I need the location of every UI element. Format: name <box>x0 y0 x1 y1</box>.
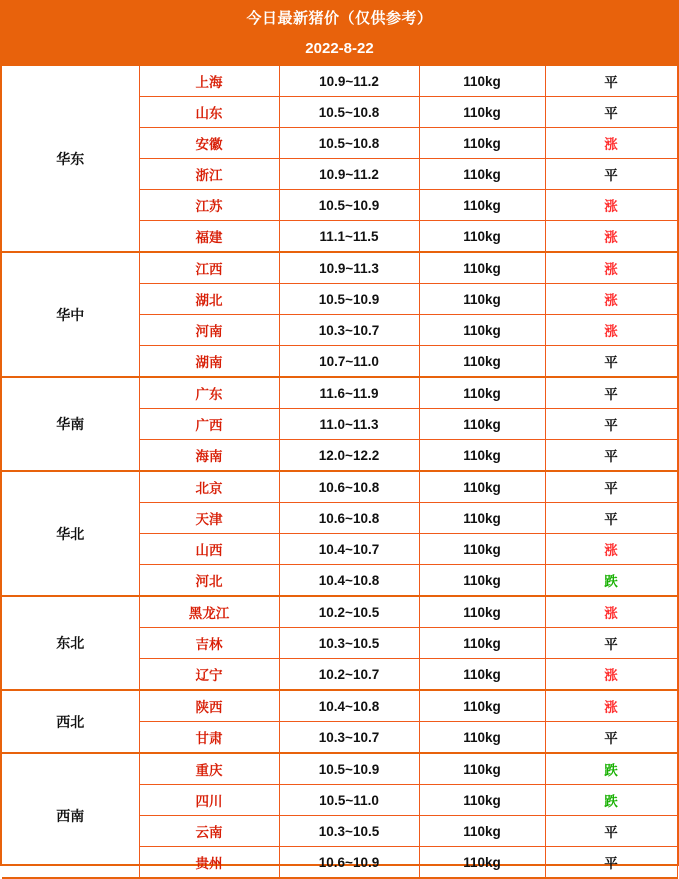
weight-cell: 110kg <box>419 284 545 315</box>
trend-cell: 涨 <box>545 659 677 691</box>
province-cell: 上海 <box>139 65 279 97</box>
price-cell: 10.6~10.9 <box>279 847 419 879</box>
table-row <box>2 690 677 722</box>
weight-cell: 110kg <box>419 128 545 159</box>
price-cell: 10.9~11.2 <box>279 65 419 97</box>
weight-cell: 110kg <box>419 221 545 253</box>
weight-cell: 110kg <box>419 596 545 628</box>
province-cell: 重庆 <box>139 753 279 785</box>
weight-cell: 110kg <box>419 440 545 472</box>
price-cell: 10.5~10.8 <box>279 97 419 128</box>
price-cell: 11.6~11.9 <box>279 377 419 409</box>
region-cell: 华南 <box>2 377 139 471</box>
price-cell: 10.7~11.0 <box>279 346 419 378</box>
province-cell: 四川 <box>139 785 279 816</box>
trend-cell: 涨 <box>545 128 677 159</box>
page-title: 今日最新猪价（仅供参考） <box>2 2 677 36</box>
province-cell: 天津 <box>139 503 279 534</box>
price-cell: 10.3~10.7 <box>279 722 419 754</box>
region-cell: 西南 <box>2 753 139 878</box>
weight-cell: 110kg <box>419 409 545 440</box>
province-cell: 辽宁 <box>139 659 279 691</box>
province-cell: 福建 <box>139 221 279 253</box>
province-cell: 云南 <box>139 816 279 847</box>
weight-cell: 110kg <box>419 847 545 879</box>
weight-cell: 110kg <box>419 785 545 816</box>
weight-cell: 110kg <box>419 159 545 190</box>
trend-cell: 平 <box>545 377 677 409</box>
table-row <box>2 596 677 628</box>
price-cell: 10.5~10.9 <box>279 284 419 315</box>
weight-cell: 110kg <box>419 190 545 221</box>
table-row <box>2 377 677 409</box>
price-table <box>2 64 678 879</box>
weight-cell: 110kg <box>419 471 545 503</box>
region-cell: 华东 <box>2 65 139 252</box>
weight-cell: 110kg <box>419 315 545 346</box>
weight-cell: 110kg <box>419 690 545 722</box>
region-cell: 东北 <box>2 596 139 690</box>
price-cell: 10.5~10.9 <box>279 190 419 221</box>
price-cell: 10.3~10.7 <box>279 315 419 346</box>
trend-cell: 平 <box>545 159 677 190</box>
trend-cell: 平 <box>545 65 677 97</box>
province-cell: 广西 <box>139 409 279 440</box>
region-cell: 华中 <box>2 252 139 377</box>
trend-cell: 平 <box>545 440 677 472</box>
price-cell: 10.4~10.7 <box>279 534 419 565</box>
trend-cell: 跌 <box>545 565 677 597</box>
table-row <box>2 252 677 284</box>
trend-cell: 平 <box>545 97 677 128</box>
weight-cell: 110kg <box>419 565 545 597</box>
province-cell: 河北 <box>139 565 279 597</box>
trend-cell: 涨 <box>545 315 677 346</box>
weight-cell: 110kg <box>419 377 545 409</box>
trend-cell: 平 <box>545 628 677 659</box>
weight-cell: 110kg <box>419 346 545 378</box>
trend-cell: 跌 <box>545 753 677 785</box>
province-cell: 安徽 <box>139 128 279 159</box>
table-row <box>2 471 677 503</box>
province-cell: 江西 <box>139 252 279 284</box>
trend-cell: 涨 <box>545 190 677 221</box>
price-cell: 10.9~11.2 <box>279 159 419 190</box>
province-cell: 湖北 <box>139 284 279 315</box>
weight-cell: 110kg <box>419 753 545 785</box>
price-cell: 10.9~11.3 <box>279 252 419 284</box>
trend-cell: 平 <box>545 346 677 378</box>
trend-cell: 平 <box>545 471 677 503</box>
region-cell: 华北 <box>2 471 139 596</box>
trend-cell: 涨 <box>545 221 677 253</box>
price-cell: 10.4~10.8 <box>279 690 419 722</box>
price-cell: 11.1~11.5 <box>279 221 419 253</box>
trend-cell: 涨 <box>545 596 677 628</box>
trend-cell: 涨 <box>545 284 677 315</box>
price-cell: 11.0~11.3 <box>279 409 419 440</box>
price-cell: 10.5~11.0 <box>279 785 419 816</box>
trend-cell: 涨 <box>545 534 677 565</box>
weight-cell: 110kg <box>419 503 545 534</box>
province-cell: 北京 <box>139 471 279 503</box>
trend-cell: 平 <box>545 722 677 754</box>
trend-cell: 跌 <box>545 785 677 816</box>
region-cell: 西北 <box>2 690 139 753</box>
province-cell: 广东 <box>139 377 279 409</box>
province-cell: 陕西 <box>139 690 279 722</box>
province-cell: 黑龙江 <box>139 596 279 628</box>
trend-cell: 平 <box>545 503 677 534</box>
trend-cell: 涨 <box>545 690 677 722</box>
price-cell: 10.6~10.8 <box>279 471 419 503</box>
province-cell: 湖南 <box>139 346 279 378</box>
trend-cell: 平 <box>545 847 677 879</box>
weight-cell: 110kg <box>419 534 545 565</box>
date-label: 2022-8-22 <box>305 40 374 57</box>
weight-cell: 110kg <box>419 628 545 659</box>
province-cell: 浙江 <box>139 159 279 190</box>
weight-cell: 110kg <box>419 722 545 754</box>
price-cell: 12.0~12.2 <box>279 440 419 472</box>
weight-cell: 110kg <box>419 65 545 97</box>
price-cell: 10.5~10.9 <box>279 753 419 785</box>
province-cell: 河南 <box>139 315 279 346</box>
date-bar <box>2 36 677 64</box>
price-cell: 10.4~10.8 <box>279 565 419 597</box>
trend-cell: 平 <box>545 816 677 847</box>
province-cell: 贵州 <box>139 847 279 879</box>
price-cell: 10.3~10.5 <box>279 628 419 659</box>
trend-cell: 涨 <box>545 252 677 284</box>
province-cell: 山东 <box>139 97 279 128</box>
price-cell: 10.2~10.5 <box>279 596 419 628</box>
province-cell: 江苏 <box>139 190 279 221</box>
weight-cell: 110kg <box>419 252 545 284</box>
province-cell: 吉林 <box>139 628 279 659</box>
province-cell: 甘肃 <box>139 722 279 754</box>
table-row <box>2 65 677 97</box>
province-cell: 海南 <box>139 440 279 472</box>
province-cell: 山西 <box>139 534 279 565</box>
weight-cell: 110kg <box>419 816 545 847</box>
price-cell: 10.2~10.7 <box>279 659 419 691</box>
weight-cell: 110kg <box>419 97 545 128</box>
weight-cell: 110kg <box>419 659 545 691</box>
trend-cell: 平 <box>545 409 677 440</box>
price-cell: 10.3~10.5 <box>279 816 419 847</box>
price-cell: 10.5~10.8 <box>279 128 419 159</box>
table-row <box>2 753 677 785</box>
price-cell: 10.6~10.8 <box>279 503 419 534</box>
